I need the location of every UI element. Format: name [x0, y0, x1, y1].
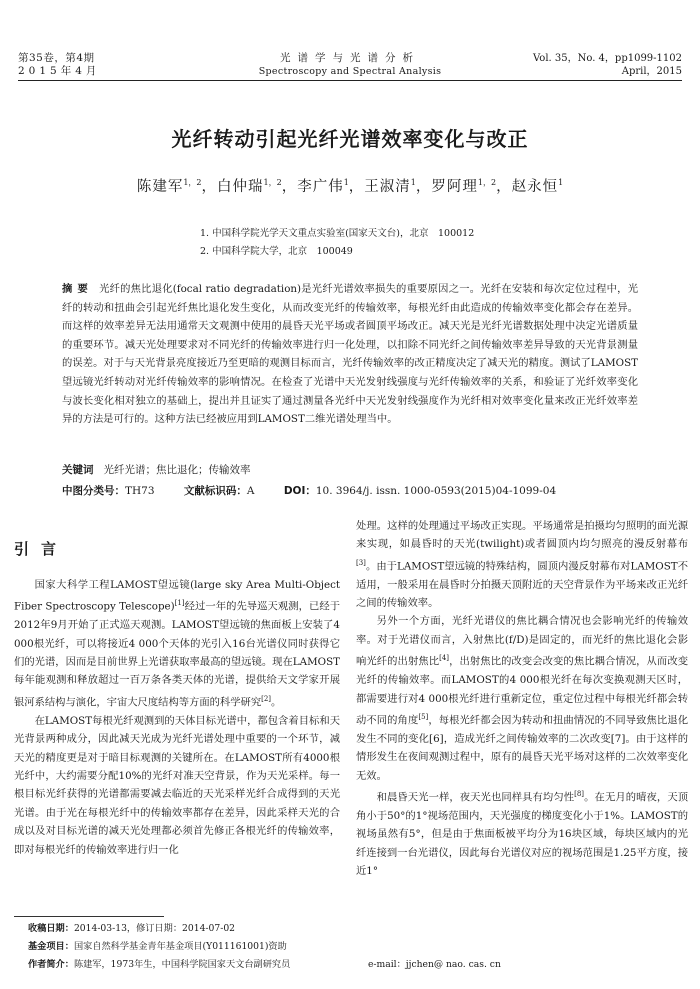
section-title: 引言 [14, 540, 69, 558]
paragraph-text: 。在无月的晴夜，天顶角小于50°的1°视场范围内，天光强度的梯度变化小于1%。LAMOST的视场虽然有5°，但是由于焦面板被平均分为16块区域，每块区域内的光纤连接到一台光谱仪，因此每台光谱仪对应的视场范围是1.25平方度，接近1° [356, 791, 689, 877]
doi-label: DOI： [283, 485, 316, 497]
classification [62, 483, 662, 500]
paragraph-text: 处理。这样的处理通过平场改正实现。平场通常是拍摄均匀照明的面光源来实现，如晨昏时的天光(twilight)或者圆顶内均匀照亮的漫反射幕布 [356, 520, 688, 551]
page-header [0, 0, 700, 80]
author-name: 白仲瑞 [217, 179, 264, 195]
author-separator: ， [201, 179, 218, 195]
class-label: 中图分类号： [62, 485, 125, 497]
affiliation-2: 2. 中国科学院大学，北京 100049 [200, 246, 353, 257]
bio-value: 陈建军，1973年生，中国科学院国家天文台副研究员 [73, 959, 291, 970]
citation-ref: [5] [418, 712, 429, 721]
month-year: April，2015 [621, 66, 682, 77]
author-name: 王淑清 [364, 179, 411, 195]
left-column [14, 532, 340, 859]
paragraph-text: 国家大科学工程LAMOST望远镜(large sky Area Multi-Object Fiber Spectroscopy Telescope) [14, 579, 340, 613]
author-affil-mark: 1，2 [477, 178, 497, 188]
citation-ref: [4] [439, 654, 450, 663]
journal-name-cn: 光谱学与光谱分析 [280, 52, 420, 64]
doc-value: A [246, 485, 255, 497]
footnote-bio [28, 958, 290, 972]
abstract [62, 280, 638, 429]
citation-ref: [8] [574, 789, 585, 798]
paragraph-text: 另外一个方面，光纤光谱仪的焦比耦合情况也会影响光纤的传输效率。对于光谱仪而言，入射焦比(f/D)是固定的，而光纤的焦比退化会影响光纤的出射焦比 [356, 615, 688, 668]
author-list [0, 175, 700, 196]
paragraph-text: ，出射焦比的改变会改变的焦比耦合情况，从而改变光纤的传输效率。而LAMOST的4 000根光纤在每次变换观测天区时，都需要进行对4 000根光纤进行重新定位，重定位过程中每根光纤都会转动不同的角度 [356, 655, 689, 727]
paragraph-text: ，每根光纤都会因为转动和扭曲情况的不同导致焦比退化发生不同的变化[6]，造成光纤之间传输效率的二次改变[7]。由于这样的情形发生在夜间观测过程中，原有的晨昏天光平场对这样的二次效率变化无效。 [356, 714, 689, 782]
author-name: 罗阿理 [431, 179, 478, 195]
keywords [62, 462, 251, 479]
doc-label: 文献标识码： [183, 485, 247, 497]
body-paragraph [356, 517, 688, 612]
author-name: 赵永恒 [511, 179, 559, 195]
footnote-received [28, 922, 235, 936]
class-value: TH73 [125, 485, 155, 497]
body-paragraph [356, 612, 688, 785]
body-paragraph [14, 712, 340, 859]
paragraph-text: 在LAMOST每根光纤观测到的天体目标光谱中，都包含着目标和天光背景两种成分，因此减天光成为光纤光谱处理中重要的一个环节，减天光的精度更是对于暗目标观测的关键所在。在LAMOST所有4000根光纤中，大约需要分配10%的光纤对准天空背景，作为天光采样。每一根目标光纤获得的光谱都需要减去临近的天光采样光纤合成得到的天光光谱。由于光在每根光纤中的传输效率都存在差异，因此采样天光的合成以及对目标光谱的减天光处理都必须首先修正各根光纤的传输效率，即对每根光纤的传输效率进行归一化 [14, 714, 340, 856]
citation-ref: [1] [174, 599, 185, 608]
right-column [356, 517, 688, 880]
bio-label: 作者简介： [28, 959, 74, 970]
date-line: 2015年4月 [18, 65, 101, 77]
author-affil-mark: 1，2 [183, 178, 202, 188]
author-affil-mark: 1，2 [263, 178, 282, 188]
affiliations [200, 225, 474, 261]
footnote-fund [28, 940, 287, 954]
author-name: 李广伟 [297, 179, 344, 195]
author-separator: ， [281, 179, 298, 195]
volume-pages [533, 52, 682, 78]
received-label: 收稿日期： [28, 923, 74, 934]
paragraph-text: 。 [271, 696, 282, 709]
author-affil-mark: 1 [410, 178, 416, 188]
affiliation-1: 1. 中国科学院光学天文重点实验室(国家天文台)，北京 100012 [200, 228, 475, 239]
fund-value: 国家自然科学基金青年基金项目(Y011161001)资助 [73, 941, 287, 952]
body-paragraph [356, 785, 688, 880]
vol-pages: Vol. 35，No. 4，pp1099-1102 [533, 53, 682, 64]
received-value: 2014-03-13，修订日期：2014-07-02 [73, 923, 236, 934]
author-affil-mark: 1 [343, 178, 349, 188]
author-separator: ， [415, 179, 432, 195]
abstract-text: 光纤的焦比退化(focal ratio degradation)是光纤光谱效率损失的重要原因之一。光纤在安装和每次定位过程中，光纤的转动和扭曲会引起光纤焦比退化发生变化，从而改变光纤的传输效率，每根光纤由此造成的传输效率变化都会存在差异。而这样的效率差异无法用通常天文观测中使用的晨昏天光平场或者圆顶平场改正。减天光是光纤光谱数据处理中决定光谱质量的重要环节。减天光处理要求对不同光纤的传输效率进行归一化处理，以扣除不同光纤之间传输效率差异导致的天光背景测量的误差。对于与天光背景亮度接近乃至更暗的观测目标而言，光纤传输效率的改正精度决定了减天光的精度。测试了LAMOST望远镜光纤转动对光纤传输效率的影响情况。在检查了光谱中天光发射线强度与光纤传输效率的关系，和验证了光纤效率变化与波长变化相对独立的基础上，提出并且证实了通过测量各光纤中天光发射线强度作为光纤相对效率变化量来改正光纤效率差异的方法是可行的。这种方法已经被应用到LAMOST二维光谱处理当中。 [62, 283, 638, 426]
footnote-rule [14, 916, 164, 917]
citation-ref: [2] [261, 694, 272, 703]
author-separator: ， [496, 179, 512, 195]
body-paragraph [14, 576, 340, 712]
author-affil-mark: 1 [558, 178, 564, 188]
article-title: 光纤转动引起光纤光谱效率变化与改正 [171, 127, 529, 151]
paragraph-text: 。由于LAMOST望远镜的特殊结构，圆顶内漫反射幕布对LAMOST不适用，一般采用在晨昏时分拍摄天顶附近的天空背景作为平场来改正光纤之间的传输效率。 [356, 560, 688, 610]
keywords-label: 关键词 [62, 464, 94, 476]
volume-line: 第35卷，第4期 [18, 52, 95, 64]
abstract-label: 摘要 [62, 283, 94, 295]
journal-name-en: Spectroscopy and Spectral Analysis [258, 66, 442, 77]
author-name: 陈建军 [136, 179, 184, 195]
keywords-value: 光纤光谱；焦比退化；传输效率 [103, 464, 251, 476]
citation-ref: [3] [356, 558, 366, 567]
paragraph-text: 和晨昏天光一样，夜天光也同样具有均匀性 [376, 791, 575, 804]
fund-label: 基金项目： [28, 941, 74, 952]
paragraph-text: 经过一年的先导巡天观测，已经于2012年9月开始了正式巡天观测。LAMOST望远镜的焦面板上安装了4 000根光纤，可以将接近4 000个天体的光引入16台光谱仪同时获得它们的光谱，因而是目前世界上光谱获取率最高的望远镜。现在LAMOST每年能观测和释放超过一百万条各类天体的光谱，提供给天文学家开展银河系结构与演化，宇宙大尺度结构等方面的科学研究 [14, 600, 340, 709]
footnote-email: e-mail：jjchen@ nao. cas. cn [368, 959, 501, 970]
header-rule [18, 80, 682, 81]
author-separator: ， [348, 179, 365, 195]
doi-value: 10. 3964/j. issn. 1000-0593(2015)04-1099-04 [315, 485, 557, 497]
